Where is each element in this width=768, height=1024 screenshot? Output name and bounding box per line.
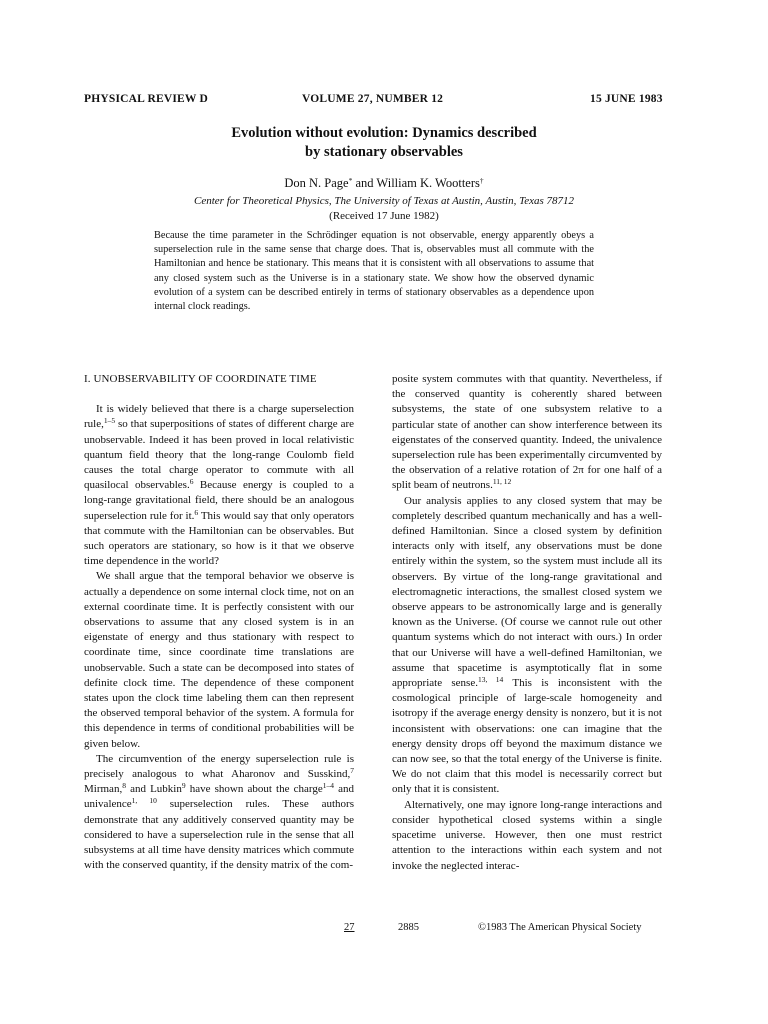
reference-citation: 1–4 xyxy=(322,781,334,791)
author-1-mark: * xyxy=(348,176,353,185)
reference-citation: 7 xyxy=(350,766,354,776)
reference-citation: 6 xyxy=(189,477,194,487)
author-conjunction: and xyxy=(352,176,377,190)
author-list xyxy=(0,176,768,191)
reference-citation: 6 xyxy=(194,507,199,517)
paragraph: Our analysis applies to any closed system that may be completely described quantum mechanically and has a well-defined Hamiltonian. Since a closed system by definition interacts only with itself, any observations must be done entirely within the system, so the system must include all its observers. By virtue of the long-range gravitational and electromagnetic interactions, the smallest closed system we observe appears to be astronomically large and is generally known as the Universe. (Of course we cannot rule out other quantum systems which do not interact with ours.) In order that our Universe will have a well-defined Hamiltonian, we assume that spacetime is asymptotically flat in some appropriate sense.$^{13, 14}$ This is inconsistent with the cosmological principle of large-scale homogeneity and isotropy if the average energy density is nonzero, but it is not inconsistent with observations: one can imagine that the energy density drops off beyond the maximum distance we can now see, so that the total energy of the Universe is finite. We do not claim that this model is necessarily correct but only that it is consistent. xyxy=(392,494,662,796)
author-2-mark: † xyxy=(479,176,484,185)
title-line-1: Evolution without evolution: Dynamics described xyxy=(231,125,537,141)
left-column xyxy=(84,372,354,874)
paragraph: We shall argue that the temporal behavior we observe is actually a dependence on some internal clock time, not on an external coordinate time. It is perfectly consistent with our observations to assume that any closed system is in an eigenstate of energy and thus stationary with respect to coordinate time, since coordinate time translations are unobservable. Such a state can be decomposed into states of definite clock time. The dependence of these component states upon the clock time labeling them can then represent the observed temporal behavior of the system. A formula for this dependence in terms of conditional probabilities will be given below. xyxy=(84,570,354,750)
reference-citation: 11, 12 xyxy=(492,477,512,487)
paragraph: posite system commutes with that quantity. Nevertheless, if the conserved quantity is coherently shared between subsystems, the state of one subsystem relative to a particular state of another can show interference between its eigenstates of the conserved quantity. Indeed, the univalence superselection rule has been experimentally circumvented by the observation of a relative rotation of 2π for one half of a split beam of neutrons.$^{11, 12}$ xyxy=(392,373,662,492)
abstract: Because the time parameter in the Schrödinger equation is not observable, energy apparently obeys a superselection rule in the same sense that charge does. That is, observables must all commute with the Hamiltonian and hence be stationary. This means that it is consistent with all observations to assume that any closed system such as the Universe is in a stationary state. We show how the observed dynamic evolution of a system can be described entirely in terms of stationary observables as a dependence upon internal clock readings. xyxy=(154,230,594,313)
reference-citation: 8 xyxy=(122,781,126,791)
reference-citation: 9 xyxy=(181,781,186,791)
page-number: 2885 xyxy=(398,922,419,933)
paragraph: Alternatively, one may ignore long-range interactions and consider hypothetical closed systems within a single spacetime universe. However, then one must restrict attention to the interactions within each system and not invoke the neglected interac- xyxy=(392,798,662,872)
paragraph: The circumvention of the energy superselection rule is precisely analogous to what Aharonov and Susskind,$^7$ Mirman,$^8$ and Lubkin$^9$ have shown about the charge$^{1-4}$ and univalence$^{1, 10}$ superselection rules. These authors demonstrate that any additively conserved quantity may be considered to have a superselection rule in the sense that all subsystems at all time have density matrices which commute with the conserved quantity, if the density matrix of the com- xyxy=(84,752,354,872)
paragraph: It is widely believed that there is a charge superselection rule,$^{1-5}$ so that superpositions of states of different charge are unobservable. Indeed it has been proved in local relativistic quantum field theory that the long-range Coulomb field causes the total charge operator to commute with all quasilocal observables.$^6$ Because energy is coupled to a long-range gravitational field, there should be an analogous superselection rule for it.$^6$ This would say that only operators that commute with the Hamiltonian can be observables. But such operators are stationary, so how is it that we observe time dependence in the world? xyxy=(84,403,354,568)
paper-title xyxy=(0,124,768,162)
volume-number: VOLUME 27, NUMBER 12 xyxy=(302,93,444,105)
section-heading: I. UNOBSERVABILITY OF COORDINATE TIME xyxy=(84,373,317,385)
issue-date: 15 JUNE 1983 xyxy=(590,93,663,105)
footer-volume: 27 xyxy=(344,922,355,933)
author-2: William K. Wootters xyxy=(376,176,480,190)
received-date: (Received 17 June 1982) xyxy=(329,210,439,222)
journal-name: PHYSICAL REVIEW D xyxy=(84,93,208,105)
title-line-2: by stationary observables xyxy=(305,144,463,160)
affiliation: Center for Theoretical Physics, The University of Texas at Austin, Austin, Texas 78712 xyxy=(194,195,574,207)
reference-citation: 1, 10 xyxy=(131,796,157,806)
reference-citation: 13, 14 xyxy=(477,675,504,685)
copyright: ©1983 The American Physical Society xyxy=(478,922,642,933)
right-column xyxy=(392,372,662,874)
reference-citation: 1–5 xyxy=(103,416,116,426)
author-1: Don N. Page xyxy=(284,176,349,190)
